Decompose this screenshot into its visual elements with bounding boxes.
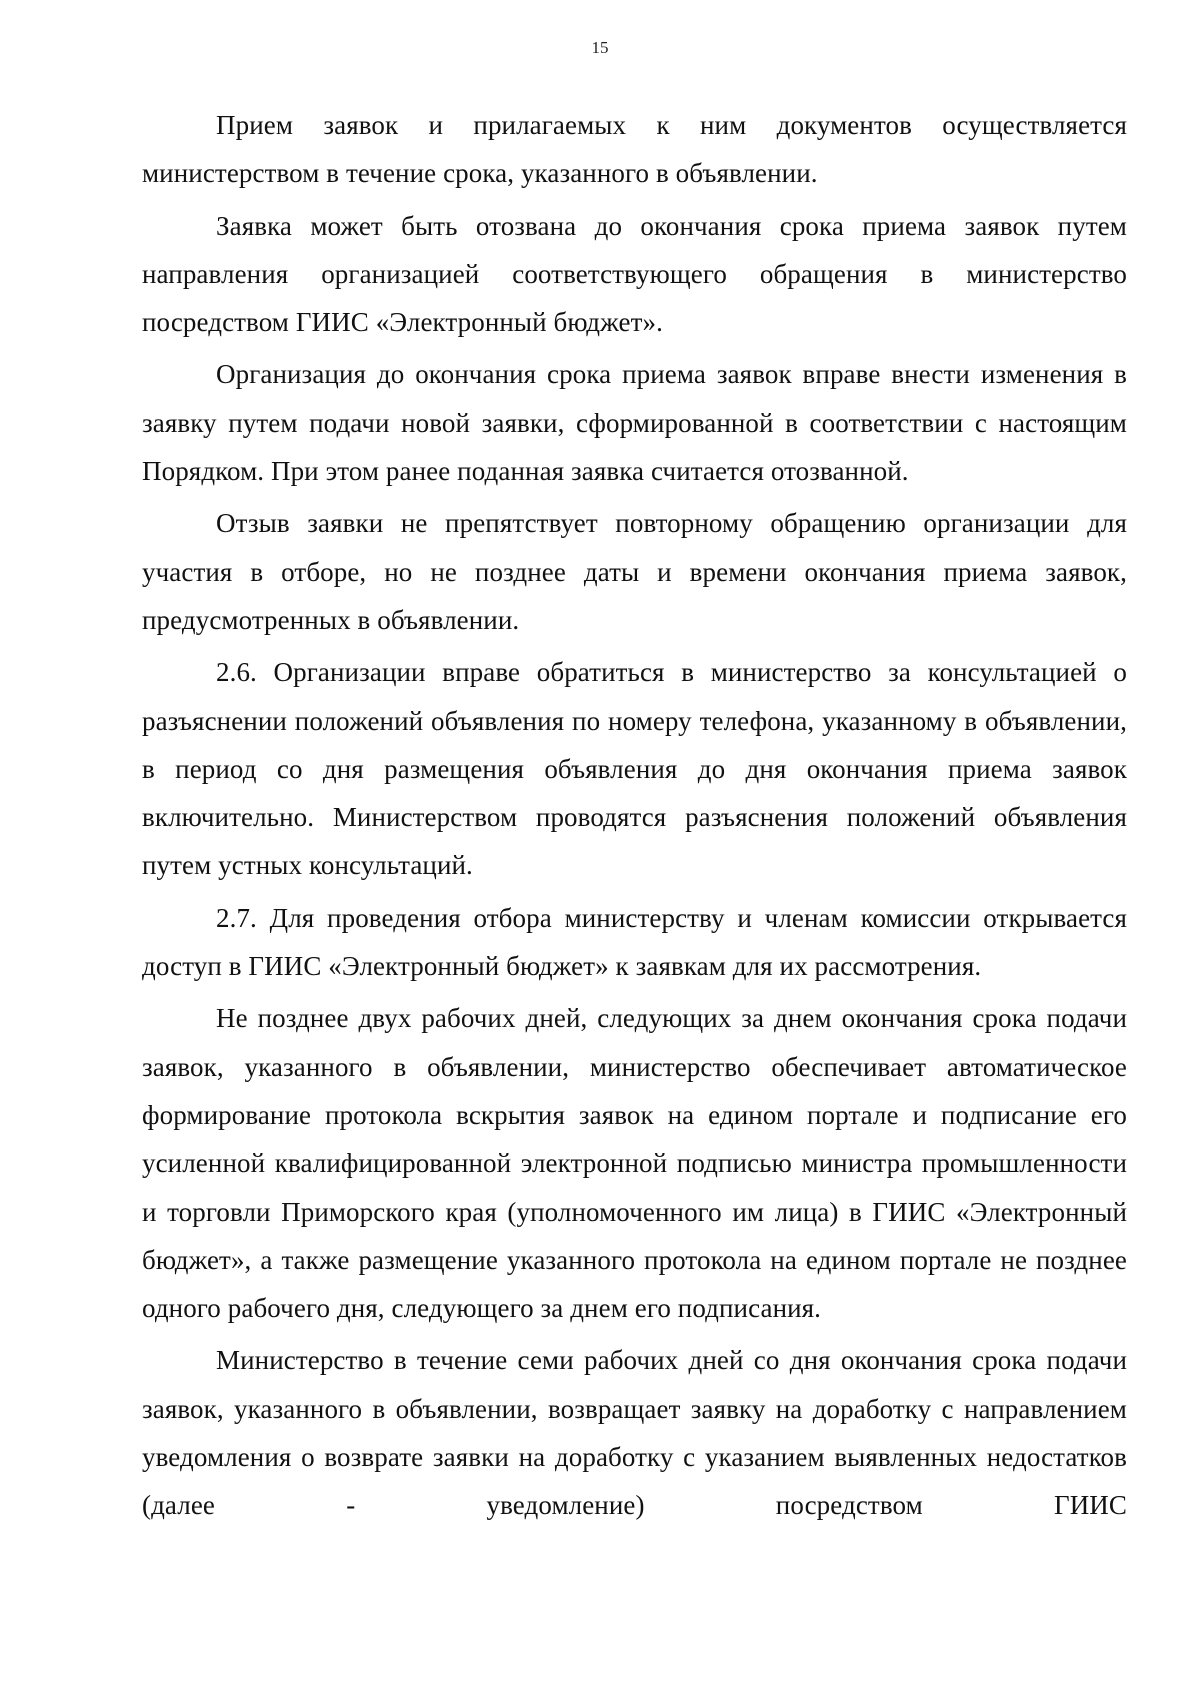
document-body <box>142 101 1127 1534</box>
paragraph-2-6: 2.6. Организации вправе обратиться в министерство за консультацией о разъяснении положений объявления по номеру телефона, указанному в объявлении, в период со дня размещения объявления до дня окончания приема заявок включительно. Министерством проводятся разъяснения положений объявления путем устных консультаций. <box>142 657 1127 881</box>
paragraph-4: Отзыв заявки не препятствует повторному обращению организации для участия в отборе, но не позднее даты и времени окончания приема заявок, предусмотренных в объявлении. <box>142 508 1127 635</box>
paragraph-2-7: 2.7. Для проведения отбора министерству и членам комиссии открывается доступ в ГИИС «Электронный бюджет» к заявкам для их рассмотрения. <box>142 902 1127 982</box>
paragraph-8: Министерство в течение семи рабочих дней со дня окончания срока подачи заявок, указанного в объявлении, возвращает заявку на доработку с направлением уведомления о возврате заявки на доработку с указанием выявленных недостатков (далее - уведомление) посредством ГИИС <box>142 1345 1127 1521</box>
paragraph-3: Организация до окончания срока приема заявок вправе внести изменения в заявку путем подачи новой заявки, сформированной в соответствии с настоящим Порядком. При этом ранее поданная заявка считается отозванной. <box>142 359 1127 487</box>
paragraph-2: Заявка может быть отозвана до окончания срока приема заявок путем направления организацией соответствующего обращения в министерство посредством ГИИС «Электронный бюджет». <box>142 210 1127 338</box>
paragraph-1: Прием заявок и прилагаемых к ним документов осуществляется министерством в течение срока, указанного в объявлении. <box>142 110 1127 189</box>
paragraph-7: Не позднее двух рабочих дней, следующих за днем окончания срока подачи заявок, указанного в объявлении, министерство обеспечивает автоматическое формирование протокола вскрытия заявок на едином портале и подписание его усиленной квалифицированной электронной подписью министра промышленности и торговли Приморского края (уполномоченного им лица) в ГИИС «Электронный бюджет», а также размещение указанного протокола на едином портале не позднее одного рабочего дня, следующего за днем его подписания. <box>142 1003 1127 1324</box>
page-number: 15 <box>591 38 609 57</box>
